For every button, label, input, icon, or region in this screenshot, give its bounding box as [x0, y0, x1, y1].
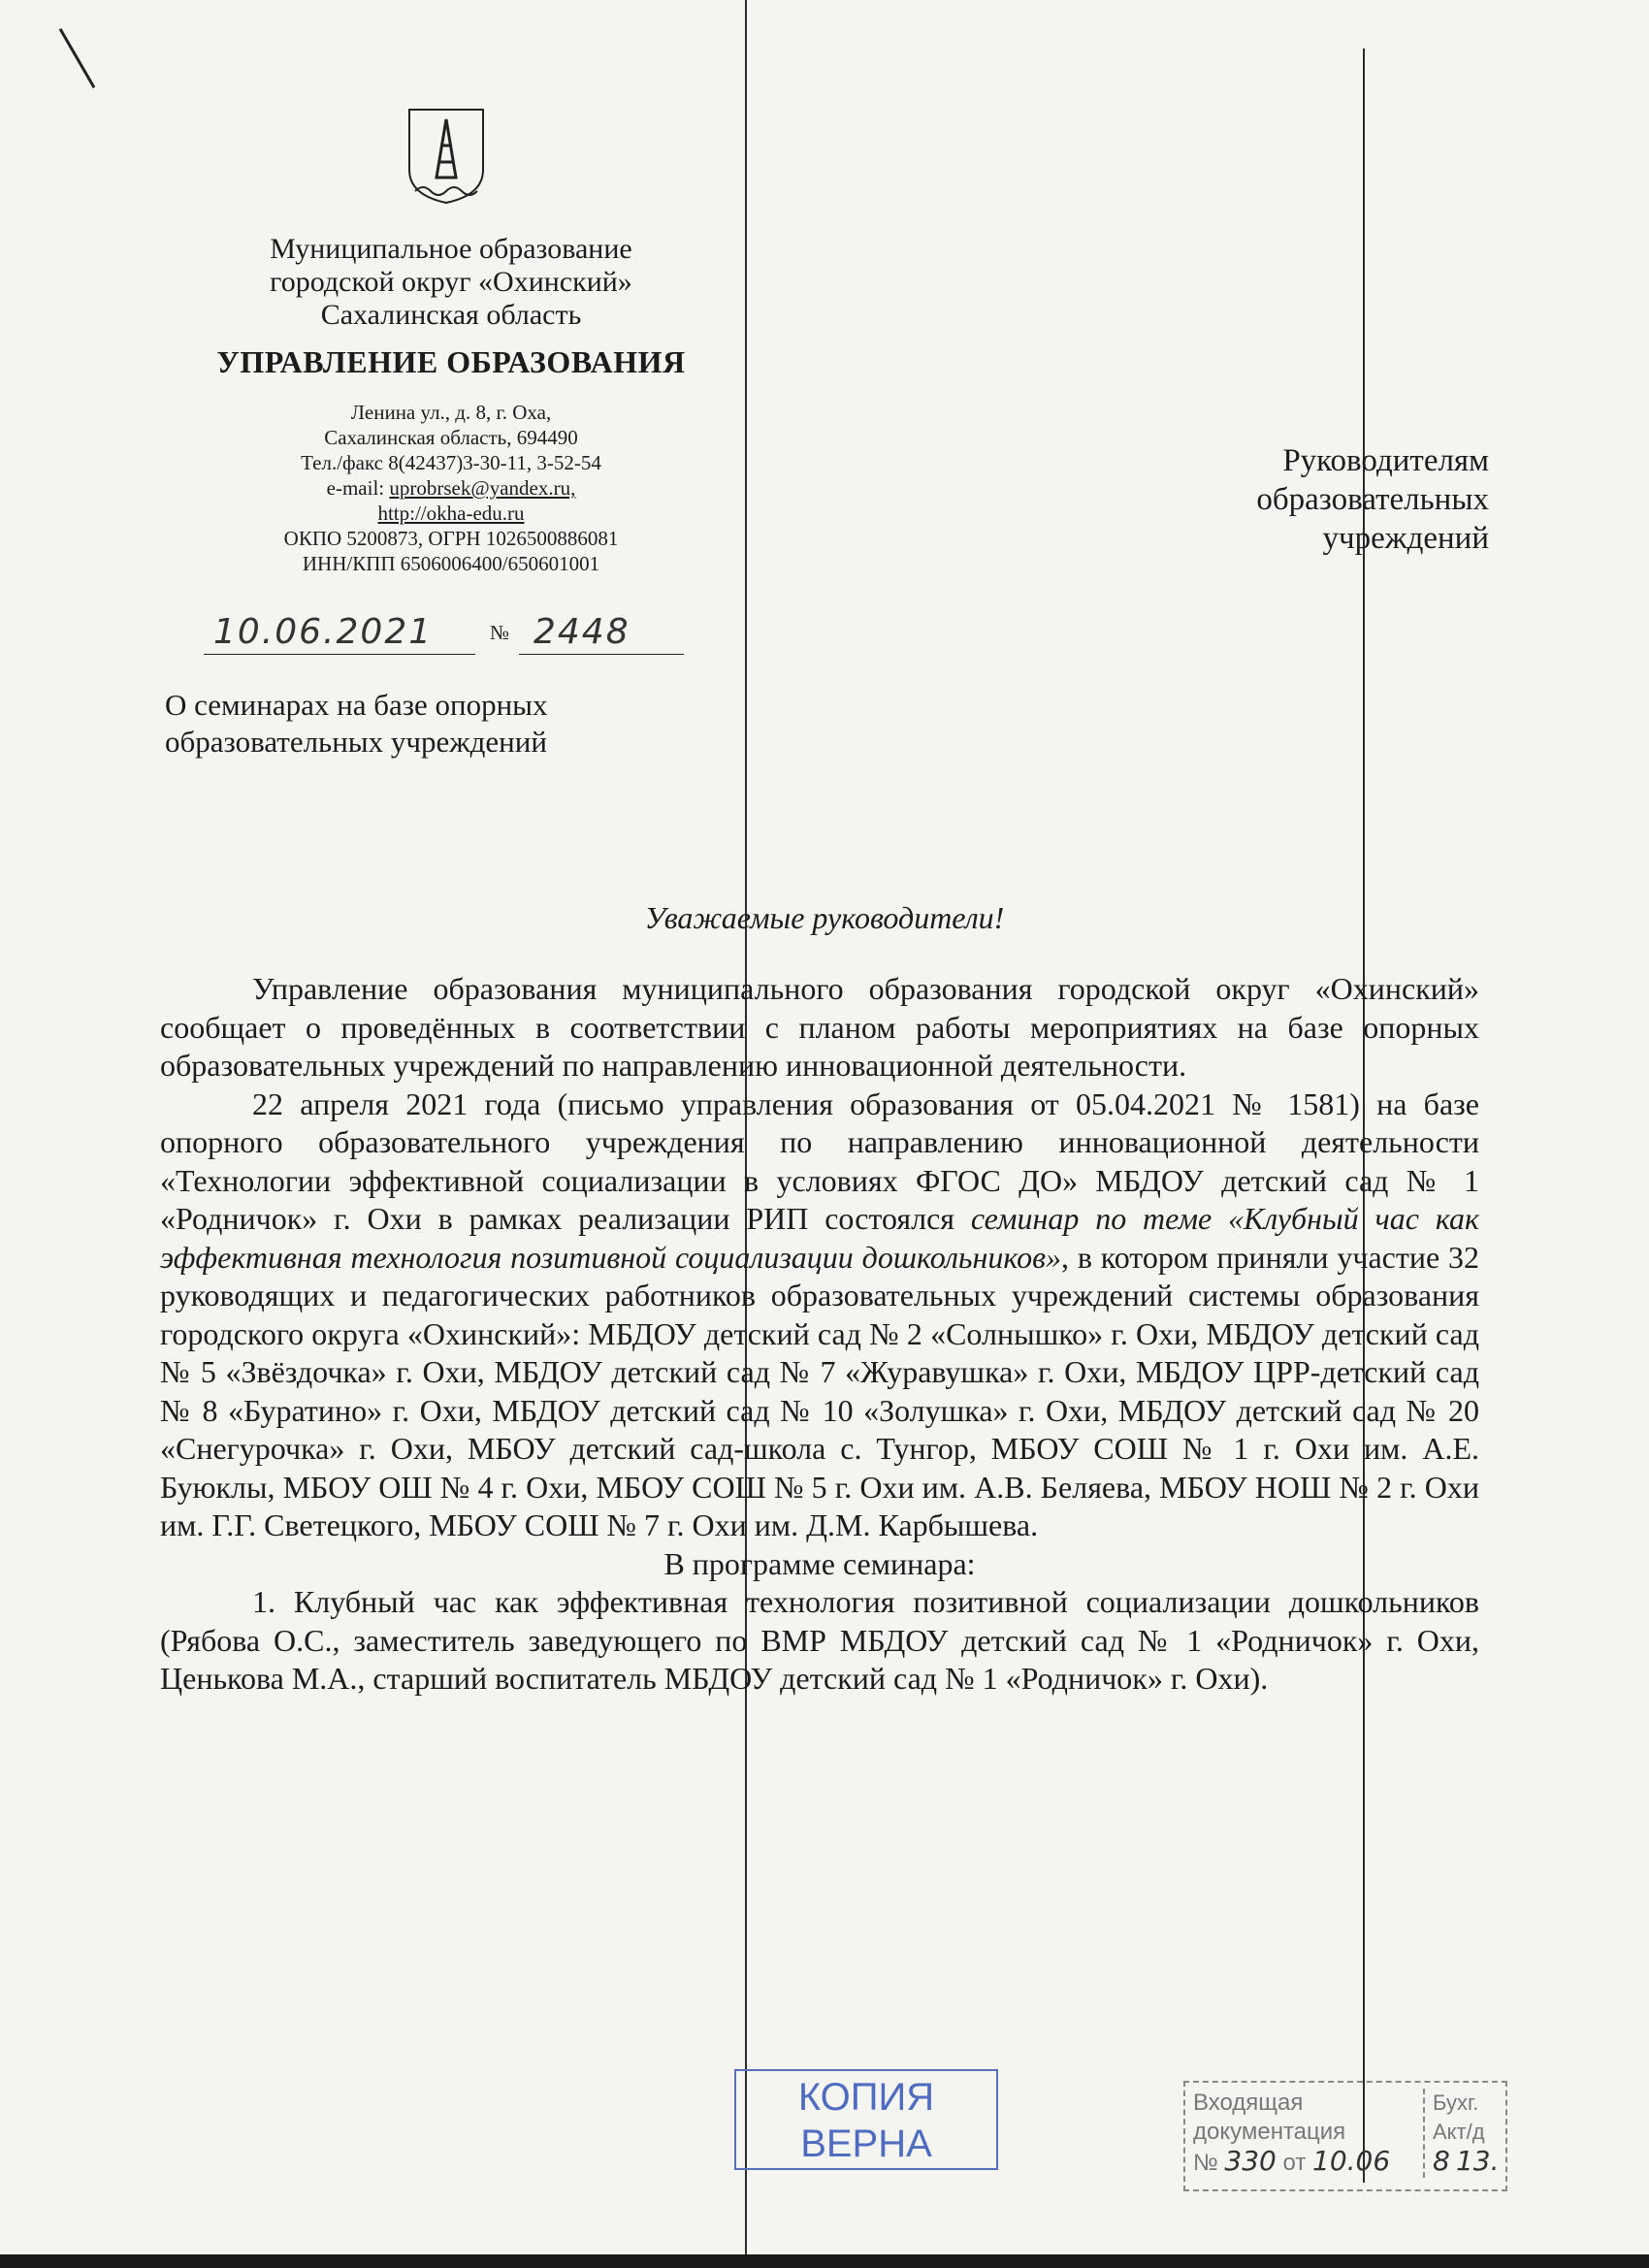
addressee-line: Руководителям	[1282, 443, 1489, 478]
program-heading: В программе семинара:	[663, 1545, 976, 1581]
subject-line: О семинарах на базе опорных	[165, 688, 548, 722]
scan-edge	[0, 2254, 1649, 2268]
incoming-number: 330	[1224, 2145, 1277, 2177]
registration-number-label: №	[490, 621, 510, 644]
addressee-block	[1256, 441, 1489, 558]
stamp-line: документация	[1193, 2119, 1346, 2145]
stamp-line: ВЕРНА	[800, 2122, 932, 2165]
greeting: Уважаемые руководители!	[644, 900, 1005, 935]
incoming-stamp-side	[1423, 2089, 1510, 2178]
stamp-line: КОПИЯ	[797, 2076, 935, 2119]
phone-line: Тел./факс 8(42437)3-30-11, 3-52-54	[301, 451, 601, 474]
registration-number-field	[519, 611, 684, 655]
stamp-line	[1433, 2147, 1510, 2178]
issuer-contacts	[175, 400, 728, 576]
coat-of-arms-emblem	[398, 102, 495, 209]
issuer-line: городской округ «Охинский»	[270, 266, 632, 298]
issuer-line: Муниципальное образование	[270, 233, 632, 265]
email-link[interactable]: uprobrsek@yandex.ru,	[389, 476, 576, 500]
okpo-line: ОКПО 5200873, ОГРН 1026500886081	[283, 527, 619, 550]
registration-date: 10.06.2021	[213, 612, 434, 652]
address-line: Ленина ул., д. 8, г. Оха,	[350, 401, 552, 424]
scan-mark	[59, 28, 96, 88]
stamp-line: Акт/д	[1433, 2120, 1485, 2144]
body-text: , в котором приняли участие 32 руководящих и педагогических работников образовательных учреждений системы образования городского округа «Охинский»: МБДОУ детский сад № 2 «Солнышко» г. Охи, МБДОУ детский сад № 5 «Звёздочка» г. Охи, МБДОУ детский сад № 7 «Журавушка» г. Охи, МБДОУ ЦРР-детский сад № 8 «Буратино» г. Охи, МБДОУ детский сад № 10 «Золушка» г. Охи, МБДОУ детский сад № 20 «Снегурочка» г. Охи, МБОУ детский сад-школа с. Тунгор, МБОУ СОШ № 1 г. Охи им. А.Е. Буюклы, МБОУ ОШ № 4 г. Охи, МБОУ СОШ № 5 г. Охи им. А.В. Беляева, МБОУ НОШ № 2 г. Охи им. Г.Г. Светецкого, МБОУ СОШ № 7 г. Охи им. Д.М. Карбышева.	[160, 1239, 1480, 1542]
stamp-line	[1193, 2147, 1416, 2178]
letter-body	[160, 970, 1479, 1699]
issuer-line: Сахалинская область	[320, 299, 582, 331]
incoming-stamp-main	[1193, 2089, 1416, 2178]
letter-subject	[165, 687, 548, 761]
stamp-line: Входящая	[1193, 2090, 1304, 2116]
email-label: e-mail:	[326, 476, 390, 500]
addressee-line: учреждений	[1322, 521, 1489, 556]
stamp-from-label: от	[1282, 2150, 1307, 2176]
inn-line: ИНН/КПП 6506006400/650601001	[302, 552, 600, 575]
registration-number: 2448	[534, 612, 630, 652]
issuer-header	[175, 233, 728, 332]
body-text: 22 апреля 2021 года (письмо управления образования от 05.04.2021 № 1581) на базе опорного образовательного учреждения по направлению инновационной деятельности «Технологии эффективной социализации в условиях ФГОС ДО» МБДОУ детский сад № 1 «Родничок» г. Охи в рамках реализации РИП состоялся	[160, 1085, 1479, 1236]
body-paragraph: Управление образования муниципального образования городской округ «Охинский» сообщает о проведённых в соответствии с планом работы мероприятиях на базе опорных образовательных учреждений по направлению инновационной деятельности.	[160, 971, 1479, 1083]
certified-copy-stamp	[734, 2069, 998, 2170]
addressee-line: образовательных	[1256, 482, 1489, 517]
stamp-no-label: №	[1193, 2150, 1218, 2176]
stamp-line: Бухг.	[1433, 2090, 1479, 2115]
registration-date-field	[204, 611, 475, 655]
sheet-count: 8	[1433, 2145, 1450, 2177]
program-item: 1. Клубный час как эффективная технология позитивной социализации дошкольников (Рябова О.С., заместитель заведующего по ВМР МБДОУ детский сад № 1 «Родничок» г. Охи, Ценькова М.А., старший воспитатель МБДОУ детский сад № 1 «Родничок» г. Охи).	[160, 1584, 1479, 1696]
body-paragraph	[160, 1085, 1479, 1545]
seminar-title: семинар по теме «Клубный час как эффективная технология позитивной социализации дошкольников»	[160, 1201, 1480, 1275]
incoming-registration-stamp	[1183, 2081, 1507, 2191]
incoming-date: 10.06	[1312, 2145, 1391, 2177]
address-line: Сахалинская область, 694490	[324, 426, 578, 449]
issuer-org-name: УПРАВЛЕНИЕ ОБРАЗОВАНИЯ	[216, 344, 686, 379]
website-link[interactable]: http://okha-edu.ru	[377, 502, 525, 525]
subject-line: образовательных учреждений	[165, 725, 547, 759]
email-line	[175, 475, 728, 501]
sheet-number: 13.	[1455, 2145, 1500, 2177]
